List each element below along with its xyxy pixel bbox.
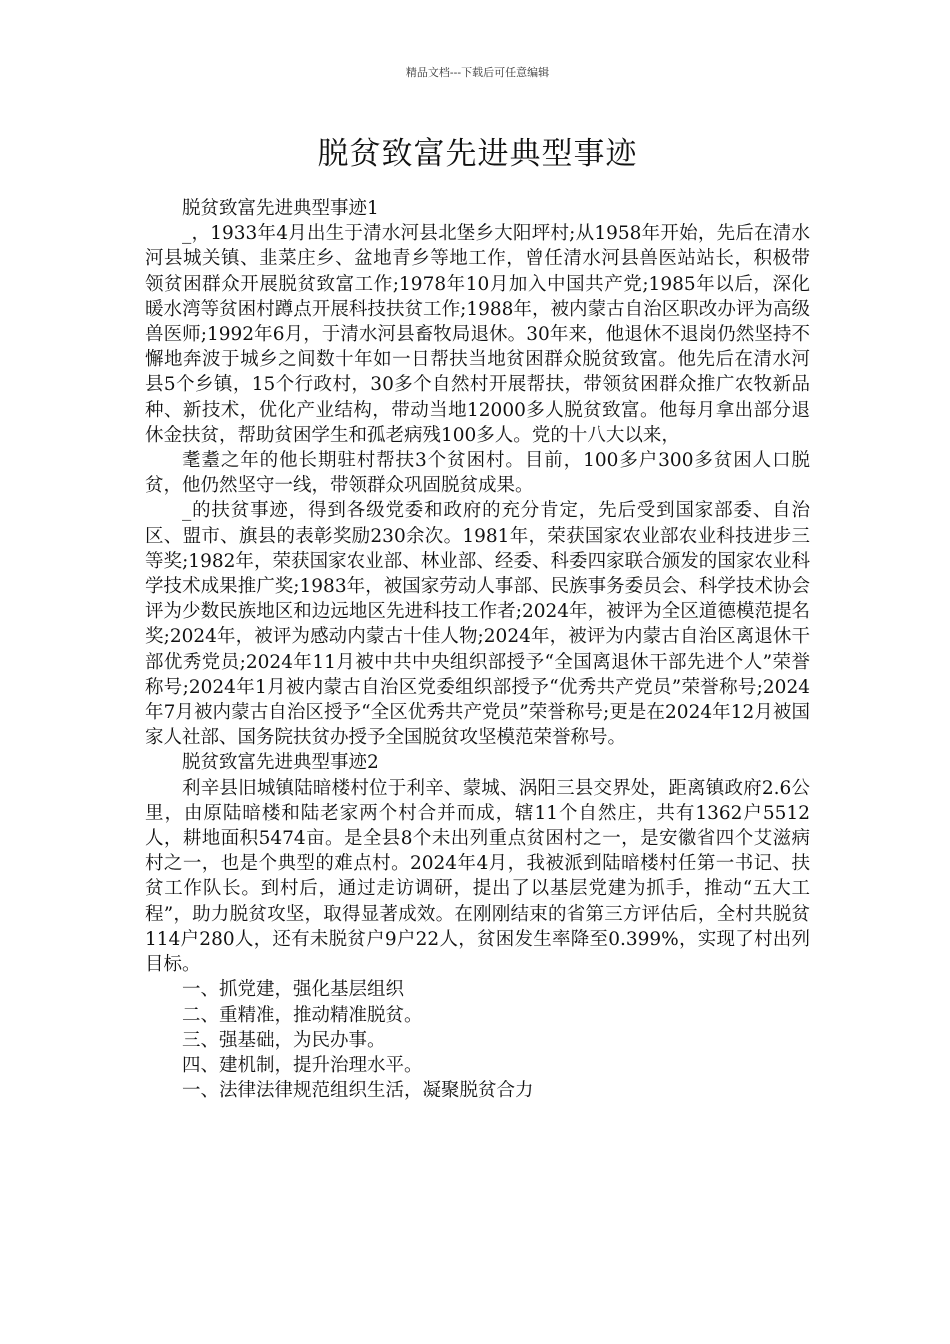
list-item: 四、建机制，提升治理水平。: [182, 1054, 423, 1076]
list-item: 一、法律法律规范组织生活，凝聚脱贫合力: [182, 1080, 534, 1102]
header-note: 精品文档---下载后可任意编辑: [405, 66, 550, 79]
body-paragraph: 利辛县旧城镇陆暗楼村位于利辛、蒙城、涡阳三县交界处，距离镇政府2.6公里，由原陆暗楼和陆老家两个村合并而成，辖11个自然庄，共有1362户5512人，耕地面积5474亩。是全县8个未出列重点贫困村之一，是安徽省四个艾滋病村之一，也是个典型的难点村。2024年4月，我被派到陆暗楼村任第一书记、扶贫工作队长。到村后，通过走访调研，提出了以基层党建为抓手，推动“五大工程”，助力脱贫攻坚，取得显著成效。在刚刚结束的省第三方评估后，全村共脱贫114户280人，还有未脱贫户9户22人，贫困发生率降至0.399%，实现了村出列目标。: [145, 777, 810, 976]
section-heading: 脱贫致富先进典型事迹1: [182, 198, 379, 219]
body-paragraph: _，1933年4月出生于清水河县北堡乡大阳坪村;从1958年开始，先后在清水河县城关镇、韭菜庄乡、盆地青乡等地工作，曾任清水河县兽医站站长，积极带领贫困群众开展脱贫致富工作;1978年10月加入中国共产党;1985年以后，深化暖水湾等贫困村蹲点开展科技扶贫工作;1988年，被内蒙古自治区职改办评为高级兽医师;1992年6月，于清水河县畜牧局退休。30年来，他退休不退岗仍然坚持不懈地奔波于城乡之间数十年如一日帮扶当地贫困群众脱贫致富。他先后在清水河县5个乡镇，15个行政村，30多个自然村开展帮扶，带领贫困群众推广农牧新品种、新技术，优化产业结构，带动当地12000多人脱贫致富。他每月拿出部分退休金扶贫，帮助贫困学生和孤老病残100多人。党的十八大以来，: [145, 223, 810, 446]
section-heading: 脱贫致富先进典型事迹2: [182, 752, 379, 774]
document-body: [145, 196, 810, 1103]
document-title: 脱贫致富先进典型事迹: [317, 136, 638, 172]
list-item: 三、强基础，为民办事。: [182, 1029, 386, 1051]
list-item: 二、重精准，推动精准脱贫。: [182, 1004, 423, 1026]
body-paragraph: _的扶贫事迹，得到各级党委和政府的充分肯定，先后受到国家部委、自治区、盟市、旗县的表彰奖励230余次。1981年，荣获国家农业部农业科技进步三等奖;1982年，荣获国家农业部、林业部、经委、科委四家联合颁发的国家农业科学技术成果推广奖;1983年，被国家劳动人事部、民族事务委员会、科学技术协会评为少数民族地区和边远地区先进科技工作者;2024年，被评为全区道德模范提名奖;2024年，被评为感动内蒙古十佳人物;2024年，被评为内蒙古自治区离退休干部优秀党员;2024年11月被中共中央组织部授予“全国离退休干部先进个人”荣誉称号;2024年1月被内蒙古自治区党委组织部授予“优秀共产党员”荣誉称号;2024年7月被内蒙古自治区授予“全区优秀共产党员”荣誉称号;更是在2024年12月被国家人社部、国务院扶贫办授予全国脱贫攻坚模范荣誉称号。: [145, 500, 810, 749]
list-item: 一、抓党建，强化基层组织: [182, 979, 405, 1001]
body-paragraph: 耄耋之年的他长期驻村帮扶3个贫困村。目前，100多户300多贫困人口脱贫，他仍然坚守一线，带领群众巩固脱贫成果。: [145, 450, 810, 497]
